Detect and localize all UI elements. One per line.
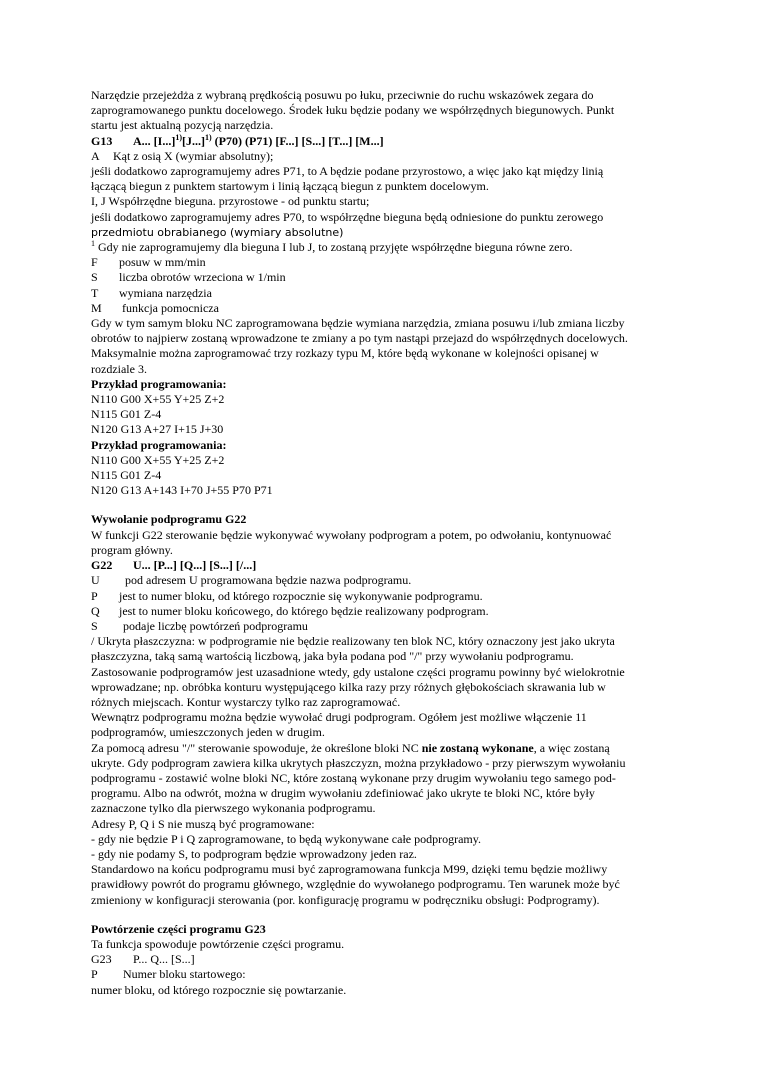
g13-footnote: $^1$ Gdy nie zaprogramujemy dla bieguna I lub J, to zostaną przyjęte współrzędne bieguna równe zero. <box>91 239 573 255</box>
example-line: N120 G13 A+27 I+15 J+30 <box>91 422 224 437</box>
intro-line: zaprogramowanego punktu docelowego. Środek łuku będzie podany we współrzędnych biegunowych. Punkt <box>91 103 615 118</box>
g22-heading: Wywołanie podprogramu G22 <box>91 512 247 527</box>
g22-body: prawidłowy powrót do programu głównego, względnie do wywołanego podprogramu. Ten warunek może być <box>91 877 620 892</box>
g22-body: Adresy P, Q i S nie muszą być programowane: <box>91 816 315 831</box>
g22-param: U pod adresem U programowana będzie nazwa podprogramu. <box>91 573 412 588</box>
g13-param: M funkcja pomocnicza <box>91 300 219 315</box>
example-heading: Przykład programowania: <box>91 376 227 391</box>
g22-param: Q jest to numer bloku końcowego, do którego będzie realizowany podprogram. <box>91 603 489 618</box>
g22-body: zmieniony w konfiguracji sterowania (por. konfigurację programu w podręczniku obsługi: Podprogramy). <box>91 892 600 907</box>
g22-body: zaznaczone tylko dla pierwszego wykonania podprogramu. <box>91 801 376 816</box>
g22-syntax: G22 U... [P...] [Q...] [S...] [/...] <box>91 558 257 573</box>
g22-body: ukryte. Gdy podprogram zawiera kilka ukrytych płaszczyzn, można przykładowo - przy pierwszym wywołaniu <box>91 755 626 770</box>
g13-ij-text: przedmiotu obrabianego (wymiary absolutne) <box>91 225 344 239</box>
g13-a-text: łączącą biegun z punktem startowym i linią łączącą biegun z punktem docelowym. <box>91 179 489 194</box>
g22-param: S podaje liczbę powtórzeń podprogramu <box>91 618 308 633</box>
g22-body: Standardowo na końcu podprogramu musi być zaprogramowana funkcja M99, dzięki temu będzie możliwy <box>91 862 608 877</box>
g13-a-text: jeśli dodatkowo zaprogramujemy adres P71, to A będzie podane przyrostowo, a więc jako kąt między linią <box>91 164 604 179</box>
g13-param: F posuw w mm/min <box>91 255 206 270</box>
g22-body: - gdy nie będzie P i Q zaprogramowane, to będą wykonywane całe podprogramy. <box>91 831 481 846</box>
g22-body: płaszczyzna, taką samą wartością liczbową, jaka była podana pod "/" przy wywołaniu podprogramu. <box>91 649 574 664</box>
g22-body: programu. Albo na odwrót, można w drugim wywołaniu zdefiniować jako ukryte te bloki NC, które były <box>91 786 595 801</box>
g13-param: T wymiana narzędzia <box>91 285 212 300</box>
g22-slash-line: Za pomocą adresu "/" sterowanie spowoduje, że określone bloki NC nie zostaną wykonane, a więc zostaną <box>91 740 610 755</box>
example-line: N115 G01 Z-4 <box>91 468 162 483</box>
g22-param: P jest to numer bloku, od którego rozpocznie się wykonywanie podprogramu. <box>91 588 483 603</box>
g13-syntax: G13 A... $[I...]^{1)}[J...]^{1)}$ (P70) (P71) [F...] [S...] [T...] [M...] <box>91 132 384 148</box>
g22-body: - gdy nie podamy S, to podprogram będzie wprowadzony jeden raz. <box>91 846 417 861</box>
g22-body: / Ukryta płaszczyzna: w podprogramie nie będzie realizowany ten blok NC, który oznaczony jest jako ukryta <box>91 634 615 649</box>
g13-param: S liczba obrotów wrzeciona w 1/min <box>91 270 286 285</box>
document-page <box>91 88 666 998</box>
example-line: N115 G01 Z-4 <box>91 407 162 422</box>
g22-body: podprogramów, umieszczonych jeden w drugim. <box>91 725 325 740</box>
g23-heading: Powtórzenie części programu G23 <box>91 921 266 936</box>
g22-body: podprogramu - zostawić wolne bloki NC, które zostaną wykonane przy drugim wywołaniu tego samego pod- <box>91 770 616 785</box>
g23-p-text: numer bloku, od którego rozpocznie się powtarzanie. <box>91 982 347 997</box>
g22-intro: W funkcji G22 sterowanie będzie wykonywać wywołany podprogram a potem, po odwołaniu, kontynuować <box>91 527 612 542</box>
g13-block-text: rozdziale 3. <box>91 361 147 376</box>
g13-block-text: Maksymalnie można zaprogramować trzy rozkazy typu M, które będą wykonane w kolejności opisanej w <box>91 346 599 361</box>
intro-line: Narzędzie przejeżdża z wybraną prędkością posuwu po łuku, przeciwnie do ruchu wskazówek zegara do <box>91 88 594 102</box>
g23-syntax: G23 P... Q... [S...] <box>91 952 195 967</box>
g13-ij-text: jeśli dodatkowo zaprogramujemy adres P70, to współrzędne bieguna będą odniesione do punktu zerowego <box>91 209 604 224</box>
g13-param-a: A Kąt z osią X (wymiar absolutny); <box>91 148 274 163</box>
example-line: N120 G13 A+143 I+70 J+55 P70 P71 <box>91 483 273 498</box>
g13-block-text: obrotów to najpierw zostaną wprowadzone te zmiany a po tym nastąpi przejazd do współrzędnych docelowych. <box>91 331 628 346</box>
g22-intro: program główny. <box>91 542 173 557</box>
example-line: N110 G00 X+55 Y+25 Z+2 <box>91 452 225 467</box>
g22-body: Zastosowanie podprogramów jest uzasadnione wtedy, gdy ustalone części programu powinny być wielokrotnie <box>91 664 625 679</box>
example-line: N110 G00 X+55 Y+25 Z+2 <box>91 392 225 407</box>
g22-body: różnych miejscach. Kontur wystarczy tylko raz zaprogramować. <box>91 694 401 709</box>
g23-param-p: P Numer bloku startowego: <box>91 967 246 982</box>
intro-line: startu jest aktualną pozycją narzędzia. <box>91 118 274 133</box>
g22-body: wprowadzane; np. obróbka konturu występującego kilka razy przy różnych głębokościach skrawania lub w <box>91 679 606 694</box>
example-heading: Przykład programowania: <box>91 437 227 452</box>
g23-intro: Ta funkcja spowoduje powtórzenie części programu. <box>91 936 345 951</box>
g13-ij-line: I, J Współrzędne bieguna. przyrostowe - od punktu startu; <box>91 194 370 209</box>
g22-body: Wewnątrz podprogramu można będzie wywołać drugi podprogram. Ogółem jest możliwe włączenie 11 <box>91 710 587 725</box>
g13-block-text: Gdy w tym samym bloku NC zaprogramowana będzie wymiana narzędzia, zmiana posuwu i/lub zmiana liczby <box>91 316 625 331</box>
